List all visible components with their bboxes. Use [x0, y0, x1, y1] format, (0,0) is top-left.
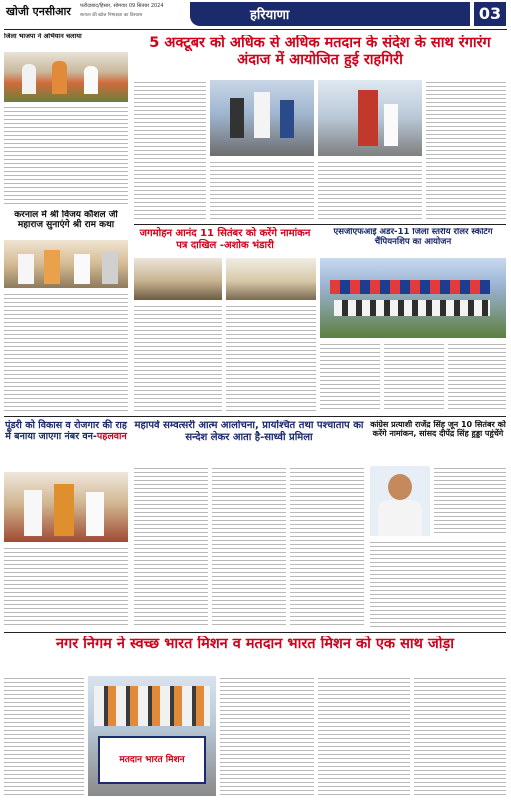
stage-figure	[280, 100, 294, 138]
rahgiri-body-col4	[426, 80, 506, 220]
stage-figure	[230, 98, 244, 138]
rahgiri-photo	[210, 80, 314, 156]
nomination-photo-2	[226, 258, 316, 300]
nomination-body-col2	[226, 304, 316, 412]
people-figure	[52, 61, 67, 94]
bharat-mission-photo	[88, 676, 216, 796]
mahapurv-body-col3	[290, 466, 364, 628]
banner-title: मतदान भारत मिशन	[119, 755, 185, 765]
congress-intro	[434, 466, 506, 536]
pundri-body	[4, 546, 128, 628]
bharat-mission-body-col4	[414, 676, 506, 796]
section-divider	[4, 416, 506, 417]
people-figure	[22, 64, 36, 94]
tree-planting-headline: जिला भाजपा ने अभियान चलाया	[4, 33, 82, 40]
section-divider	[4, 632, 506, 633]
section-divider	[134, 224, 506, 225]
players-figure	[330, 280, 490, 294]
mahapurv-body-col2	[212, 466, 286, 628]
skating-body-col3	[448, 342, 506, 412]
rahgiri-photo-right	[318, 80, 422, 156]
mahapurv-body-col1	[134, 466, 208, 628]
skating-body-col1	[320, 342, 380, 412]
pundri-highlight: पहलवान	[96, 431, 127, 443]
nomination-body-col1	[134, 304, 222, 412]
people-figure	[54, 484, 74, 536]
people-figure	[84, 66, 98, 94]
people-figure	[74, 254, 90, 284]
bharat-mission-body-col3	[318, 676, 410, 796]
pundri-headline	[4, 420, 128, 443]
speaker-figure	[384, 104, 398, 146]
people-figure	[86, 492, 104, 536]
mission-banner	[98, 736, 206, 784]
candidate-head	[388, 474, 412, 500]
nomination-photo-1	[134, 258, 222, 300]
nomination-title: जगमोहन आनंद 11 सितंबर को करेंगे नामांकन पत्र दाखिल	[139, 228, 311, 251]
date-line: फरीदाबाद/हिसार, सोमवार 09 सितंबर 2024	[80, 3, 164, 9]
mahapurv-headline: महापर्व सम्वत्सरी आत्म आलोचना, प्रायश्चित तथा पश्चाताप का सन्देश लेकर आता है-साध्वी प्रमिला	[134, 420, 364, 443]
rally-figures	[94, 686, 210, 726]
pundri-title: पूंडरी को विकास व रोजगार की राह में बनाया जाएगा नंबर वन-	[5, 420, 127, 443]
players-figure	[334, 300, 490, 316]
page-number: 03	[474, 2, 506, 26]
pundri-photo	[4, 472, 128, 542]
speaker-figure	[358, 90, 378, 146]
people-figure	[44, 250, 60, 284]
rahgiri-body-col1	[134, 80, 206, 220]
congress-headline: कांग्रेस प्रत्याशी राजेंद्र सिंह जून 10 सितंबर को करेंगे नामांकन, सांसद दीपेंद्र सिंह हुड्डा पहुंचेंगे	[370, 420, 506, 439]
people-figure	[102, 252, 118, 284]
candidate-body	[378, 500, 422, 536]
people-figure	[18, 254, 34, 284]
skating-body-col2	[384, 342, 444, 412]
bharat-mission-body-col1	[4, 676, 84, 796]
bharat-mission-body-col2	[220, 676, 314, 796]
masthead-rule	[4, 29, 507, 30]
congress-body	[370, 540, 506, 628]
tree-planting-body	[4, 105, 128, 205]
paper-name: खोजी एनसीआर	[6, 5, 71, 18]
masthead	[0, 0, 511, 30]
nomination-byline: -अशोक भंडारी	[219, 240, 274, 251]
ram-katha-headline: करनाल में श्री विजय कौशल जी महाराज सुनाएंगे श्री राम कथा	[14, 210, 118, 231]
rahgiri-body-col3	[318, 160, 422, 220]
congress-photo	[370, 466, 430, 536]
skating-photo	[320, 258, 506, 338]
section-bar	[190, 2, 470, 26]
tagline: सत्यता की खोज निष्पक्षता का विश्वास	[80, 13, 143, 18]
rahgiri-headline: 5 अक्टूबर को अधिक से अधिक मतदान के संदेश के साथ रंगारंग अंदाज में आयोजित हुई राहगिरी	[149, 35, 491, 68]
skating-headline: एसजीएफआई अंडर-11 जिला स्तरीय रोलर स्केटिंग चैंपियनशिप का आयोजन	[333, 228, 493, 247]
nomination-headline	[134, 228, 316, 252]
ram-katha-body	[4, 292, 128, 412]
people-figure	[24, 490, 42, 536]
bharat-mission-headline: नगर निगम ने स्वच्छ भारत मिशन व मतदान भारत मिशन को एक साथ जोड़ा	[55, 636, 454, 652]
ram-katha-photo	[4, 240, 128, 288]
section-title: हरियाणा	[250, 8, 290, 23]
rahgiri-body-col2	[210, 160, 314, 220]
stage-figure	[254, 92, 270, 138]
tree-planting-photo	[4, 52, 128, 102]
